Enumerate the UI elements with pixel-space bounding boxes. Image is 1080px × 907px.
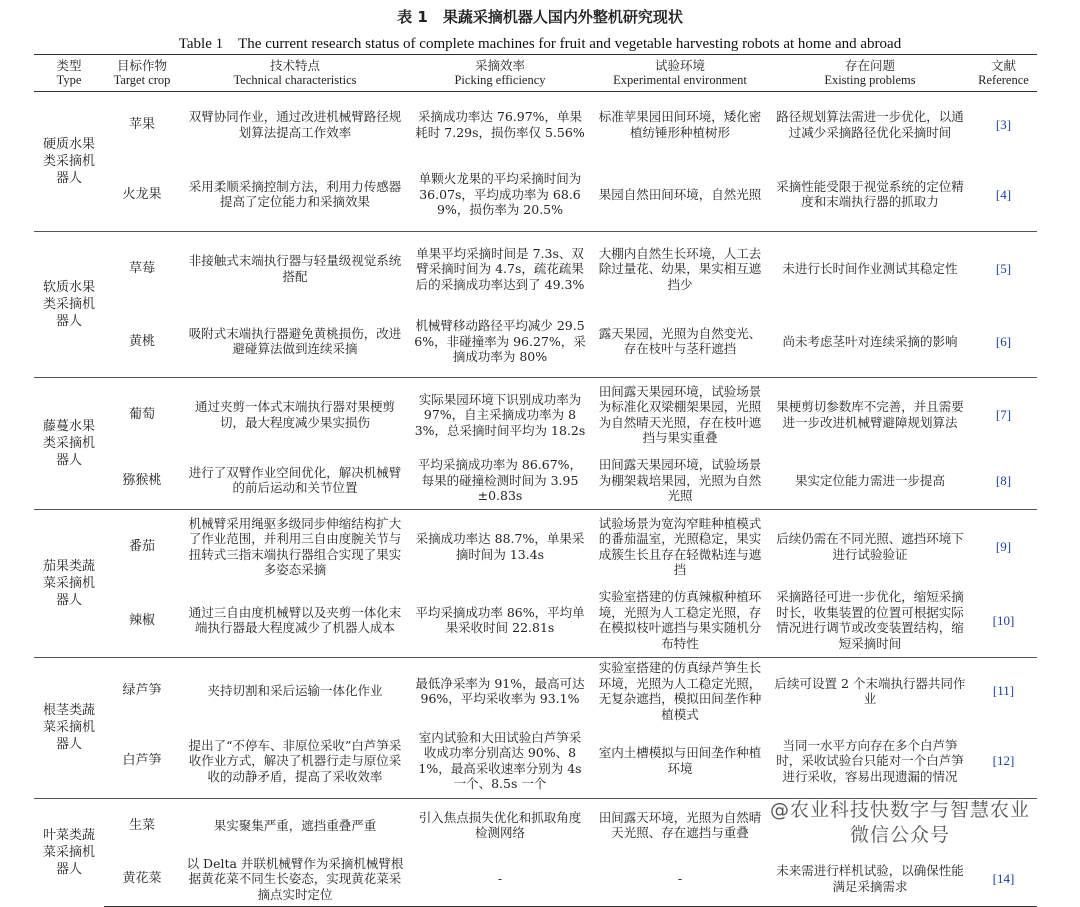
efficiency-cell: - [410,852,590,906]
reference-link[interactable]: [3] [970,92,1037,158]
tech-cell: 通过夹剪一体式末端执行器对果梗剪切，最大程度减少果实损伤 [180,378,410,452]
environment-cell: 田间露天果园环境，试验场景为棚架栽培果园，光照为自然光照 [598,457,762,503]
problems-cell: 当同一水平方向存在多个白芦笋时，采收试验台只能对一个白芦笋进行采收，容易出现遗漏的情况 [776,737,964,784]
problems-cell: 后续可设置 2 个末端执行器共同作业 [770,658,970,725]
reference-link[interactable]: [10] [992,612,1015,628]
environment-cell: 实验室搭建的仿真辣椒种植环境，光照为人工稳定光照，存在模拟枝叶遮挡与果实随机分布特性 [598,589,762,651]
header-row [34,55,1037,92]
environment-cell: 田间露天果园环境，试验场景为标准化双梁棚架果园，光照为自然晴天光照，存在枝叶遮挡与果实重叠 [590,378,770,452]
type-cell: 软质水果类采摘机器人 [34,232,104,378]
environment-cell: - [590,852,770,906]
crop-cell: 绿芦笋 [104,658,180,725]
header-efficiency: 采摘效率 Picking efficiency [410,55,590,92]
reference-link[interactable]: [8] [995,472,1012,488]
crop-cell: 生菜 [104,798,180,852]
tech-cell: 夹持切割和采后运输一体化作业 [180,658,410,725]
crop-cell: 黄花菜 [104,852,180,906]
type-cell: 藤蔓水果类采摘机器人 [34,378,104,510]
table-title-cn: 表 1 果蔬采摘机器人国内外整机研究现状 [397,8,683,26]
reference-link[interactable]: [14] [970,852,1037,906]
problems-cell: 路径规划算法需进一步优化，以通过减少采摘路径优化采摘时间 [770,92,970,158]
problems-cell: 采摘路径可进一步优化，缩短采摘时长，收集装置的位置可根据实际情况进行调节或改变装置结构，缩短采摘时间 [776,589,964,651]
table-row [34,378,1037,452]
problems-cell: 果梗剪切参数库不完善，并且需要进一步改进机械臂避障规划算法 [770,378,970,452]
header-problems: 存在问题 Existing problems [770,55,970,92]
efficiency-cell: 采摘成功率达 76.97%，单果耗时 7.29s，损伤率仅 5.56% [410,92,590,158]
tech-cell: 以 Delta 并联机械臂作为采摘机械臂根据黄花菜不同生长姿态，实现黄花菜采摘点实时定位 [180,852,410,906]
crop-cell: 白芦笋 [122,753,162,768]
type-cell: 硬质水果类采摘机器人 [34,92,104,232]
table-row [34,92,1037,158]
environment-cell: 室内土槽模拟与田间垄作种植环境 [598,745,762,776]
tech-cell: 通过三自由度机械臂以及夹剪一体化末端执行器最大程度减少了机器人成本 [188,604,402,636]
crop-cell: 辣椒 [128,612,155,628]
efficiency-cell: 平均采摘成功率 86%，平均单果采收时间 22.81s [415,604,585,636]
crop-cell: 葡萄 [104,378,180,452]
efficiency-cell: 最低净采率为 91%，最高可达 96%，平均采收率为 93.1% [410,658,590,725]
problems-cell: 未进行长时间作业测试其稳定性 [770,232,970,306]
header-type: 类型 Type [34,55,104,92]
environment-cell: 露天果园，光照为自然变光、存在枝叶与茎秆遮挡 [598,325,762,357]
table-row [34,724,1037,798]
type-cell: 根茎类蔬菜采摘机器人 [34,658,104,799]
tech-cell: 采用柔顺采摘控制方法，利用力传感器提高了定位能力和采摘效果 [188,178,402,210]
efficiency-cell: 单果平均采摘时间是 7.3s、双臂采摘时间为 4.7s，疏花疏果后的采摘成功率达到了 49.3% [410,232,590,306]
tech-cell: 进行了双臂作业空间优化，解决机械臂的前后运动和关节位置 [188,464,402,496]
efficiency-cell: 平均采摘成功率为 86.67%，每果的碰撞检测时间为 3.95±0.83s [417,457,583,503]
reference-link[interactable]: [9] [970,510,1037,584]
efficiency-cell: 引入焦点损失优化和抓取角度检测网络 [410,798,590,852]
table-row [34,158,1037,232]
header-environment: 试验环境 Experimental environment [590,55,770,92]
table-row [34,452,1037,510]
problems-cell: 后续仍需在不同光照、遮挡环境下进行试验验证 [770,510,970,584]
type-cell: 茄果类蔬菜采摘机器人 [34,510,104,658]
table-row [34,510,1037,584]
environment-cell: 田间露天环境，光照为自然晴天光照、存在遮挡与重叠 [590,798,770,852]
reference-link[interactable]: [5] [970,232,1037,306]
crop-cell: 猕猴桃 [122,472,162,488]
crop-cell: 火龙果 [122,186,162,202]
problems-cell: 未来需进行样机试验，以确保性能满足采摘需求 [770,852,970,906]
problems-cell: 果实定位能力需进一步提高 [794,472,945,488]
header-target-crop: 目标作物 Target crop [104,55,180,92]
table-row [34,852,1037,906]
environment-cell: 大棚内自然生长环境，人工去除过量花、幼果，果实相互遮挡少 [590,232,770,306]
tech-cell: 吸附式末端执行器避免黄桃损伤，改进避碰算法做到连续采摘 [188,325,402,357]
tech-cell: 机械臂采用绳驱多级同步伸缩结构扩大了作业范围，并利用三自由度腕关节与扭转式三指末端执行器组合实现了果实多姿态采摘 [180,510,410,584]
watermark-line-1: @农业科技快数字与智慧农业 [769,799,1030,821]
tech-cell: 非接触式末端执行器与轻量级视觉系统搭配 [180,232,410,306]
table-row [34,584,1037,658]
crop-cell: 黄桃 [128,333,155,349]
crop-cell: 草莓 [104,232,180,306]
environment-cell: 试验场景为宽沟窄畦种植模式的番茄温室，光照稳定，果实成簇生长且存在轻微粘连与遮挡 [590,510,770,584]
tech-cell: 提出了“不停车、非原位采收”白芦笋采收作业方式，解决了机器行走与原位采收的动静矛盾，提高了采收效率 [188,737,402,784]
reference-link[interactable]: [6] [995,333,1012,349]
crop-cell: 番茄 [104,510,180,584]
reference-link[interactable]: [12] [992,753,1015,768]
watermark [750,798,1050,848]
table-row [34,658,1037,725]
crop-cell: 苹果 [104,92,180,158]
research-status-table [34,54,1037,907]
tech-cell: 双臂协同作业，通过改进机械臂路径规划算法提高工作效率 [180,92,410,158]
reference-link[interactable]: [11] [970,658,1037,725]
header-technical: 技术特点 Technical characteristics [180,55,410,92]
efficiency-cell: 采摘成功率达 88.7%，单果采摘时间为 13.4s [410,510,590,584]
reference-link[interactable]: [7] [970,378,1037,452]
header-reference: 文献 Reference [970,55,1037,92]
efficiency-cell: 机械臂移动路径平均减少 29.56%，非碰撞率为 96.27%，采摘成功率为 80% [414,318,586,364]
environment-cell: 实验室搭建的仿真绿芦笋生长环境，光照为人工稳定光照，无复杂遮挡，模拟田间垄作种植模式 [590,658,770,725]
reference-link[interactable]: [4] [995,186,1012,202]
type-cell: 叶菜类蔬菜采摘机器人 [34,798,104,906]
table-title-en: Table 1 The current research status of complete machines for fruit and vegetable harvesting robots at home and abroad [178,36,902,52]
table-row [34,232,1037,306]
table-row [34,306,1037,378]
watermark-line-2: 微信公众号 [849,824,950,846]
problems-cell: 尚未考虑茎叶对连续采摘的影响 [782,333,958,349]
efficiency-cell: 单颗火龙果的平均采摘时间为 36.07s，平均成功率为 68.69%，损伤率为 20.5% [418,171,582,217]
environment-cell: 果园自然田间环境，自然光照 [598,186,762,202]
tech-cell: 果实聚集严重，遮挡重叠严重 [180,798,410,852]
efficiency-cell: 实际果园环境下识别成功率为 97%，自主采摘成功率为 83%，总采摘时间平均为 18.2s [410,378,590,452]
efficiency-cell: 室内试验和大田试验白芦笋采收成功率分别高达 90%、81%，最高采收速率分别为 4s 一个、8.5s 一个 [418,729,582,792]
problems-cell: 采摘性能受限于视觉系统的定位精度和末端执行器的抓取力 [776,178,964,210]
environment-cell: 标准苹果园田间环境，矮化密植纺锤形种植树形 [590,92,770,158]
